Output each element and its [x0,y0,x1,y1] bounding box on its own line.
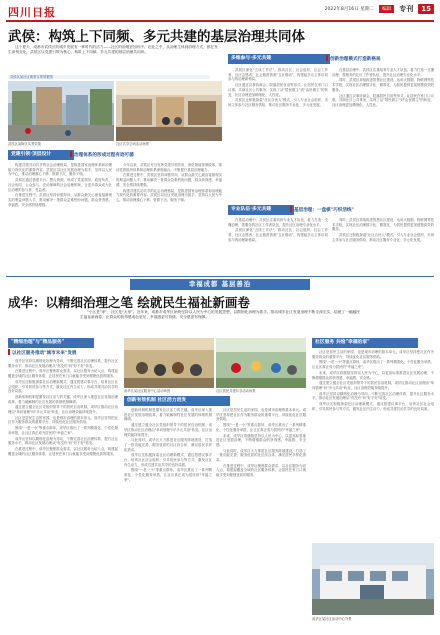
paragraph: 创新体制机制是激发社区活力的关键。成华区深入推进社区发展治理改革，着力破解制约社区发展的体制机制障碍。 [8,394,118,404]
tag-sub-text: 治理体系的形成过程有迹可循 [74,153,134,158]
paragraph: 在推进过程中，武侯区坚持问题导向，从群众最关心最直接最现实的利益问题入手，推动解决一批群众急难愁盼问题，群众获得感、幸福感、安全感持续增强。 [116,173,222,187]
header-meta [325,4,434,14]
paragraph: 围绕"一老一小"等重点群体，成华区推出了一系列精准化、个性化服务举措，让社区真正成为居民的"幸福之家"。 [216,423,306,432]
paragraph: 成华区还积极探索社区治理新模式，通过搭建议事平台、培育社区社会组织、引导居民参与等方式，激发社区内生动力，形成共建共治共享的良好局面。 [312,402,434,411]
tag-bar-icon [8,349,10,355]
paragraph: 武侯区通过搭建平台、整合资源，形成了党委领导、政府负责、社会协同、公众参与、法治保障的社会治理体制，让更多群众成为社区治理的参与者、受益者。 [8,178,112,192]
paragraph: 在推进过程中，成华区聚焦群众需求，以社区服务为切入点，构建起覆盖全域的社区服务体系，让居民在家门口就能享受到便捷优质的服务。 [216,463,306,478]
tag-bar-icon [326,55,328,61]
tag-bar-icon [70,151,72,157]
tag-bar-icon [290,206,292,212]
article1-section-tag-2: 多维参与·多元共建 [228,54,330,64]
newspaper-logo: 四川日报 [8,6,56,19]
photo2-caption: 社区共享空间活动场景 [116,142,149,146]
paragraph: 武侯区深化"五线工作法"，推动社区、社会组织、社会工作者、社区志愿者、社会慈善资源"五社联动"，构建起多元主体协同参与的治理新格局。 [228,228,328,242]
lead-paragraph: 这个夏天，成都市武侯区的城乡发展有一种时代的活力——社区的治理更加有序。在此之中，从治理主体到治理方式，都在发生深刻变化，武侯区以党建引领为核心，构筑上下同频、多元共建的基层治理共同体。 [8,45,218,55]
article2-tag-3: 社区服务 共绘"幸福的家" [312,338,418,348]
article2-banner: 幸福成都 基层善治 [130,279,310,290]
article1-column-2 [116,163,222,271]
paragraph: 未来，成华区将继续坚持以人民为中心，以更高标准推进社区发展治理，不断增强群众的获得感、幸福感、安全感。 [216,433,306,447]
paragraph: 通过建立健全社区党组织领导下的居民自治机制，成华区推动社区治理由"单向管理"向"多元共治"转变，社区治理效能持续提升。 [124,423,212,437]
activity-center-building-image [312,543,434,615]
community-space-image [116,81,222,141]
paragraph: 成华区还积极探索社区治理新模式，通过搭建议事平台、培育社区社会组织、引导居民参与等方式，激发社区内生动力，形成共建共治共享的良好局面。 [8,379,118,394]
article1-column-3 [228,68,328,203]
service-center-image [124,338,214,388]
article1-photo-2 [116,81,222,141]
article1-section-tag-3: 专业队伍·多元共建 [228,205,294,215]
paragraph: 同时，武侯区持续推进智慧社区建设，运用大数据、物联网等技术手段，实现社区治理数字化、精准化，为居民提供更加便捷高效的服务。 [332,78,434,92]
article1-column-4 [332,68,434,203]
article2-photo-3 [312,543,434,615]
photo-banner-caption: 武侯区某社区街景实景效果图 [8,75,210,79]
paragraph: 围绕"一老一小"等重点群体，成华区推出了一系列精准化、个性化服务举措，让社区真正成为居民的"幸福之家"。 [312,360,434,370]
photo1-caption: 武侯区某街区实景效果 [8,142,41,146]
section-divider [6,276,434,277]
tag-sub-text: 以社区服务推动"城市未来"发展 [12,351,77,356]
article1-section-tag-1: 党建引领·顶层设计 [8,150,74,160]
paragraph: 成华区坚持以精细化治理为导向，不断完善社区治理体系，提升社区服务水平，推动社区发展治理从"有没有"向"好不好"转变。 [8,359,118,368]
article1-column-6 [332,218,434,273]
residents-activity-image [216,338,306,388]
article2-column-4 [312,350,434,540]
paragraph: 通过建立健全社区党组织领导下的居民自治机制，成华区推动社区治理由"单向管理"向"多元共治"转变，社区治理效能持续提升。 [8,405,118,415]
article1-headline: 武侯：构筑上下同频、多元共建的基层治理共同体 [8,29,305,45]
article1-section-tag-2-sub [326,55,434,63]
paragraph: 武侯区还积极探索"社区合伙人"模式，引入专业社会组织、市场主体参与社区服务供给，推动社区服务专业化、多元化发展。 [228,98,328,107]
article2-photo-2 [216,338,306,388]
paragraph: 围绕"一老一小"等重点群体，成华区推出了一系列精准化、个性化服务举措，让社区真正成为居民的"幸福之家"。 [124,468,212,482]
paragraph: 成华区坚持以精细化治理为导向，不断完善社区治理体系，提升社区服务水平，推动社区发展治理从"有没有"向"好不好"转变。 [312,391,434,401]
article1-column-5 [228,218,328,273]
edition-label: 编辑 [379,5,394,13]
paragraph: 在推进过程中，成华区聚焦群众需求，以社区服务为切入点，构建起覆盖全域的社区服务体系，让居民在家门口就能享受到便捷优质的服务。 [8,446,118,456]
article2-tag-2: 创新有效机制 社区活力迸发 [124,396,230,406]
paragraph: 武侯区还积极探索"社区合伙人"模式，引入专业社会组织、市场主体参与社区服务供给，推动社区服务专业化、多元化发展。 [332,233,434,242]
paragraph: 构建共建共治共享的社会治理格局，是推进国家治理体系和治理能力现代化的重要内容。武侯区以社区发展治理为抓手，坚持以人民为中心，推动治理重心下移、资源下沉、服务下倾。 [116,188,222,202]
paragraph: 社区通过议事协商会、院落居民自治等形式，让居民在家门口议事，共商社区公共事务，实现了从"替民做主"到"由民做主"的转变，社区治理更加精细化、人性化。 [332,93,434,107]
masthead [0,0,440,20]
tag-sub-text: 基层治理：一盘棋"巧织活线" [294,208,354,213]
paragraph: 社区是居民生活的家园，也是城市治理的基本单元。成华区坚持把社区作为服务群众的重要平台，持续优化社区服务供给。 [312,350,434,359]
paragraph: 社区通过议事协商会、院落居民自治等形式，让居民在家门口议事，共商社区公共事务，实现了从"替民做主"到"由民做主"的转变，社区治理更加精细化、人性化。 [228,83,328,97]
header-rule [6,20,434,22]
paragraph: 成华区还积极探索社区治理新模式，通过搭建议事平台、培育社区社会组织、引导居民参与等方式，激发社区内生动力，形成共建共治共享的良好局面。 [124,453,212,467]
article1-column-1 [8,163,112,271]
paragraph: 围绕"一老一小"等重点群体，成华区推出了一系列精准化、个性化服务举措，让社区真正成为居民的"幸福之家"。 [8,426,118,435]
street-scene-image [8,81,114,141]
article2-photo3-caption: 成华区某社区活动中心外景 [312,617,352,621]
issue-date: 2022年8月16日 星期二 [324,7,375,12]
article2-photo1-caption: 成华区某社区服务中心活动场景 [124,389,171,393]
article1-photo-1 [8,81,114,141]
paragraph: 在推进过程中，武侯区坚持问题导向，从群众最关心最直接最现实的利益问题入手，推动解决一批群众急难愁盼问题，群众获得感、幸福感、安全感持续增强。 [8,193,112,207]
article1-lead [8,45,218,75]
paragraph: 武侯区深化"五线工作法"，推动社区、社会组织、社会工作者、社区志愿者、社会慈善资源"五社联动"，构建起多元主体协同参与的治理新格局。 [228,68,328,82]
lead-paragraph: "小区是"家"，社区是"大家"。近年来，成都市成华区始终坚持以人民为中心的发展思想，以精细化治理为抓手，推动城乡社区发展治理不断走深走实，绘就了一幅幅民生福祉新画卷，让群众的获得感成色更足、幸福感更可持续、安全感更有保障。 [80,310,360,320]
article1-section-tag-3-sub [290,206,434,214]
article2-lead [80,310,360,334]
tag-sub-text: 创新治理模式打造新格局 [330,57,381,62]
paragraph: 成华区坚持以精细化治理为导向，不断完善社区治理体系，提升社区服务水平，推动社区发展治理从"有没有"向"好不好"转变。 [8,436,118,446]
article2-photo-1 [124,338,214,388]
article1-section-tag-1-sub [70,151,220,159]
article2-column-2 [124,408,212,628]
paragraph: 未来，成华区将继续坚持以人民为中心，以更高标准推进社区发展治理，不断增强群众的获得感、幸福感、安全感。 [312,370,434,380]
section-name: 专刊 [399,5,414,13]
page-number: 15 [418,4,434,14]
article2-tag-1: "精细治理"与"精品服务" [8,338,94,348]
paragraph: 与此同时，成华区大力推进社区服务阵地建设，打造了一批功能完善、服务优质的社区综合体，满足居民多样化需求。 [124,438,212,452]
article2-photo2-caption: 社区居民共建共享活动场景 [216,389,256,393]
paragraph: 社区是居民生活的家园，也是城市治理的基本单元。成华区坚持把社区作为服务群众的重要平台，持续优化社区服务供给。 [216,408,306,422]
paragraph: 构建共建共治共享的社会治理格局，是推进国家治理体系和治理能力现代化的重要内容。武侯区以社区发展治理为抓手，坚持以人民为中心，推动治理重心下移、资源下沉、服务下倾。 [8,163,112,177]
paragraph: 今年以来，武侯区充分发挥党建引领作用，深化街道体制改革，推动党的组织体系和治理体系深度融合，不断提升基层治理能力。 [116,163,222,172]
paragraph: 同时，武侯区持续推进智慧社区建设，运用大数据、物联网等技术手段，实现社区治理数字化、精准化，为居民提供更加便捷高效的服务。 [332,218,434,232]
paragraph: 通过建立健全社区党组织领导下的居民自治机制，成华区推动社区治理由"单向管理"向"多元共治"转变，社区治理效能持续提升。 [312,381,434,390]
paragraph: 创新体制机制是激发社区活力的关键。成华区深入推进社区发展治理改革，着力破解制约社区发展的体制机制障碍。 [124,408,212,422]
paragraph: 与此同时，成华区大力推进社区服务阵地建设，打造了一批功能完善、服务优质的社区综合体，满足居民多样化需求。 [216,448,306,463]
paragraph: 在基层治理中，武侯区注重培育专业人才队伍，着力打造一支懂治理、善服务的社区工作者队伍，提升社区治理专业化水平。 [228,218,328,227]
article2-column-1 [8,359,118,629]
article2-column-3 [216,408,306,628]
article2-headline: 成华：以精细治理之笔 绘就民生福祉新画卷 [8,295,250,310]
paragraph: 在推进过程中，成华区聚焦群众需求，以社区服务为切入点，构建起覆盖全域的社区服务体系，让居民在家门口就能享受到便捷优质的服务。 [8,369,118,379]
paragraph: 社区是居民生活的家园，也是城市治理的基本单元。成华区坚持把社区作为服务群众的重要平台，持续优化社区服务供给。 [8,415,118,425]
article2-tag-1-sub [8,349,118,357]
paragraph: 在基层治理中，武侯区注重培育专业人才队伍，着力打造一支懂治理、善服务的社区工作者队伍，提升社区治理专业化水平。 [332,68,434,77]
